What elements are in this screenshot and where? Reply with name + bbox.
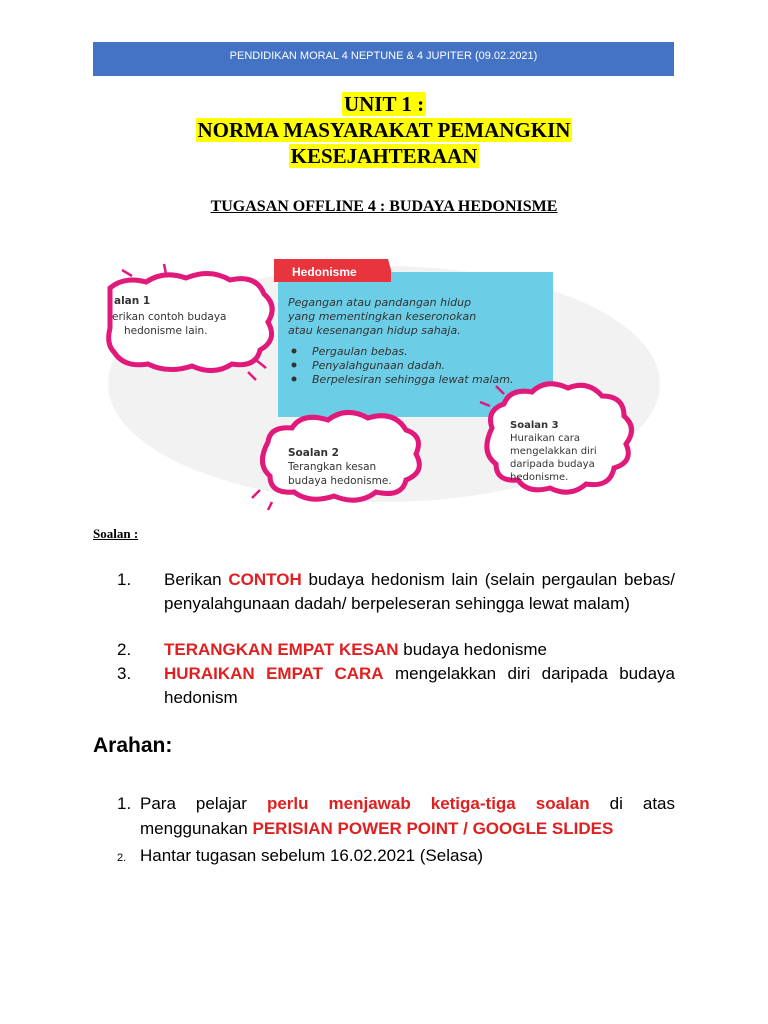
cloud3-line-3: daripada budaya [510,459,595,470]
title-line-3: KESEJAHTERAAN [290,144,478,168]
definition-line-2: yang mementingkan keseronokan [288,310,477,323]
header-text: PENDIDIKAN MORAL 4 NEPTUNE & 4 JUPITER (09.02.2021) [229,50,538,62]
question-number: 2. [117,640,132,659]
instruction-number: 1. [117,794,132,813]
cloud1-line-1: erikan contoh budaya [112,311,227,323]
cloud1-line-2: hedonisme lain. [124,325,208,337]
bullet-1: Pergaulan bebas. [312,345,408,358]
bullet-dot-1 [292,349,297,354]
cloud-soalan-2 [262,412,419,500]
question-number: 1. [117,570,132,589]
question-number: 3. [117,664,132,683]
arahan-heading: Arahan: [93,734,173,757]
bullet-3: Berpelesiran sehingga lewat malam. [312,373,514,386]
tab-label: Hedonisme [292,265,357,279]
cloud2-line-2: budaya hedonisme. [288,475,392,487]
cloud3-line-1: Huraikan cara [510,433,580,444]
soalan-label: Soalan : [93,526,139,541]
cloud3-title: Soalan 3 [510,420,559,431]
bullet-2: Penyalahgunaan dadah. [312,359,446,372]
bullet-dot-3 [292,377,297,382]
question-text: Berikan CONTOH budaya hedonism lain (selain pergaulan bebas/ penyalahgunaan dadah/ berpeleseran sehingga lewat malam) [164,570,675,613]
bullet-dot-2 [292,363,297,368]
header-bar [93,42,674,76]
subtitle: TUGASAN OFFLINE 4 : BUDAYA HEDONISME [210,198,558,215]
title-line-1: UNIT 1 : [343,92,425,116]
cloud3-line-2: mengelakkan diri [510,446,597,457]
cloud2-accent-marks [252,490,272,510]
cloud3-line-4: hedonisme. [510,472,569,483]
cloud1-title: alan 1 [114,295,151,307]
question-text: HURAIKAN EMPAT CARA mengelakkan diri daripada budaya hedonism [164,664,675,707]
definition-line-1: Pegangan atau pandangan hidup [288,296,472,309]
question-text: TERANGKAN EMPAT KESAN budaya hedonisme [164,640,547,659]
instruction-text: Para pelajar perlu menjawab ketiga-tiga soalan di atas menggunakan PERISIAN POWER POINT / GOOGLE SLIDES [140,794,676,838]
definition-line-3: atau kesenangan hidup sahaja. [288,324,461,337]
hedonisme-infographic [106,256,662,516]
cloud2-title: Soalan 2 [288,447,339,459]
cloud2-line-1: Terangkan kesan [288,461,377,473]
instruction-text: Hantar tugasan sebelum 16.02.2021 (Selasa) [140,846,484,865]
instruction-number: 2. [117,852,127,864]
title-line-2: NORMA MASYARAKAT PEMANGKIN [197,118,571,142]
